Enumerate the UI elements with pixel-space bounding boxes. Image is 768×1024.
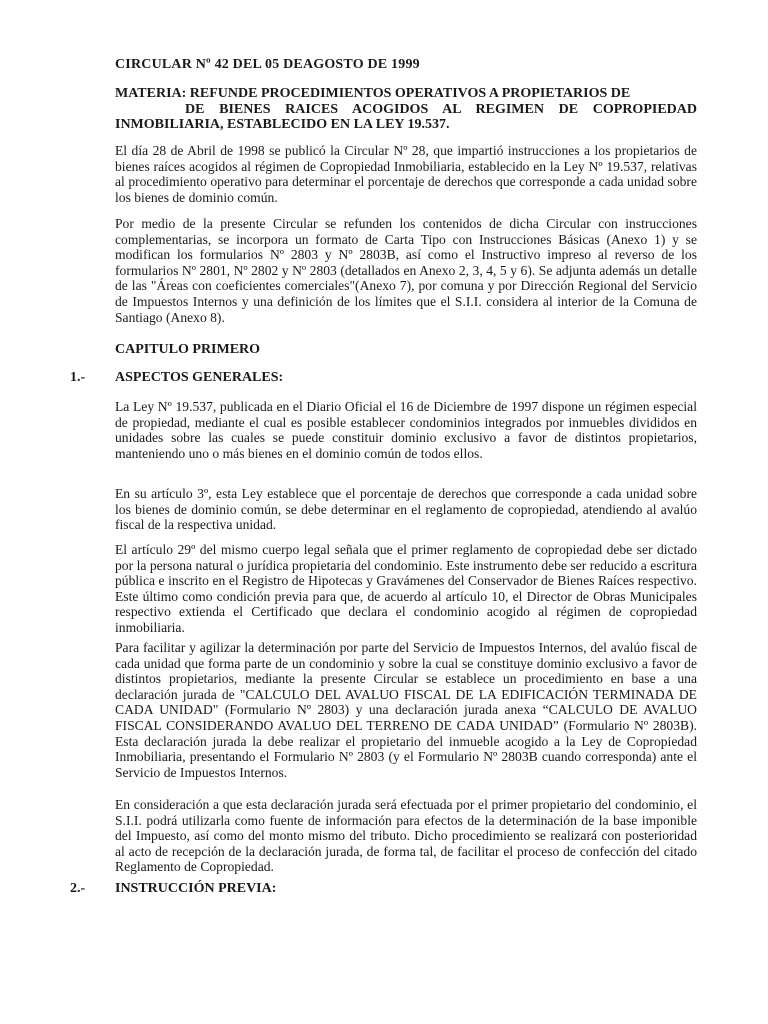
intro-paragraph-1: El día 28 de Abril de 1998 se publicó la Circular Nº 28, que impartió instrucciones a los propietarios de bienes raíces acogidos al régimen de Copropiedad Inmobiliaria, establecido en la Ley Nº 19.537, relativas al procedimiento operativo para determinar el porcentaje de derechos que corresponde a cada unidad sobre los bienes de dominio común. (115, 143, 697, 205)
chapter-title: CAPITULO PRIMERO (115, 342, 261, 357)
materia-block (115, 86, 697, 133)
section-1-number: 1.- (70, 370, 86, 385)
section-1-title: ASPECTOS GENERALES: (115, 370, 284, 385)
section-2-title: INSTRUCCIÓN PREVIA: (115, 881, 277, 896)
intro-paragraph-2: Por medio de la presente Circular se refunden los contenidos de dicha Circular con instrucciones complementarias, se incorpora un formato de Carta Tipo con Instrucciones Básicas (Anexo 1) y se modifican los formularios Nº 2803 y Nº 2803B, así como el Instructivo impreso al reverso de los formularios Nº 2801, Nº 2802 y Nº 2803 (detallados en Anexo 2, 3, 4, 5 y 6). Se adjunta además un detalle de las "Áreas con coeficientes comerciales"(Anexo 7), por comuna y por Dirección Regional del Servicio de Impuestos Internos y una definición de los límites que el S.I.I. considera al interior de la Comuna de Santiago (Anexo 8). (115, 216, 697, 325)
section-1-paragraph-2: En su artículo 3º, esta Ley establece que el porcentaje de derechos que corresponde a cada unidad sobre los bienes de dominio común, se debe determinar en el reglamento de copropiedad, atendiendo al avalúo fiscal de la respectiva unidad. (115, 486, 697, 533)
section-1-paragraph-4: Para facilitar y agilizar la determinación por parte del Servicio de Impuestos Internos, del avalúo fiscal de cada unidad que forma parte de un condominio y sobre la cual se constituye dominio exclusivo a favor de distintos propietarios, mediante la presente Circular se establece un procedimiento en base a una declaración jurada de "CALCULO DEL AVALUO FISCAL DE LA EDIFICACIÓN TERMINADA DE CADA UNIDAD" (Formulario Nº 2803) y una declaración jurada anexa “CALCULO DE AVALUO FISCAL CONSIDERANDO AVALUO DEL TERRENO DE CADA UNIDAD” (Formulario Nº 2803B). Esta declaración jurada la debe realizar el propietario del inmueble acogido a la Ley de Copropiedad Inmobiliaria, presentando el Formulario Nº 2803 (y el Formulario Nº 2803B cuando corresponda) ante el Servicio de Impuestos Internos. (115, 640, 697, 780)
materia-line-1: MATERIA: REFUNDE PROCEDIMIENTOS OPERATIVOS A PROPIETARIOS DE (115, 86, 631, 101)
section-1-paragraph-3: El artículo 29º del mismo cuerpo legal señala que el primer reglamento de copropiedad debe ser dictado por la persona natural o jurídica propietaria del condominio. Este instrumento debe ser reducido a escritura pública e inscrito en el Registro de Hipotecas y Gravámenes del Conservador de Bienes Raíces respectivo. Este último como condición previa para que, de acuerdo al artículo 10, el Director de Obras Municipales respectivo extienda el Certificado que declara el condominio acogido al régimen de copropiedad inmobiliaria. (115, 542, 697, 635)
section-1-paragraph-5: En consideración a que esta declaración jurada será efectuada por el primer propietario del condominio, el S.I.I. podrá utilizarla como fuente de información para efectos de la determinación de la base imponible del Impuesto, así como del monto mismo del tributo. Dicho procedimiento se realizará con posterioridad al acto de recepción de la declaración jurada, de forma tal, de facilitar el proceso de confección del citado Reglamento de Copropiedad. (115, 797, 697, 875)
materia-line-2: DE BIENES RAICES ACOGIDOS AL REGIMEN DE COPROPIEDAD (185, 101, 697, 117)
section-1-paragraph-1: La Ley Nº 19.537, publicada en el Diario Oficial el 16 de Diciembre de 1997 dispone un régimen especial de propiedad, mediante el cual es posible establecer condominios integrados por inmuebles divididos en unidades sobre las cuales se puede constituir dominio exclusivo a favor de distintos propietarios, manteniendo uno o más bienes en el dominio común de todos ellos. (115, 399, 697, 461)
materia-line-3: INMOBILIARIA, ESTABLECIDO EN LA LEY 19.537. (115, 117, 450, 132)
section-2-number: 2.- (70, 881, 86, 896)
circular-title: CIRCULAR Nº 42 DEL 05 DEAGOSTO DE 1999 (115, 57, 420, 72)
